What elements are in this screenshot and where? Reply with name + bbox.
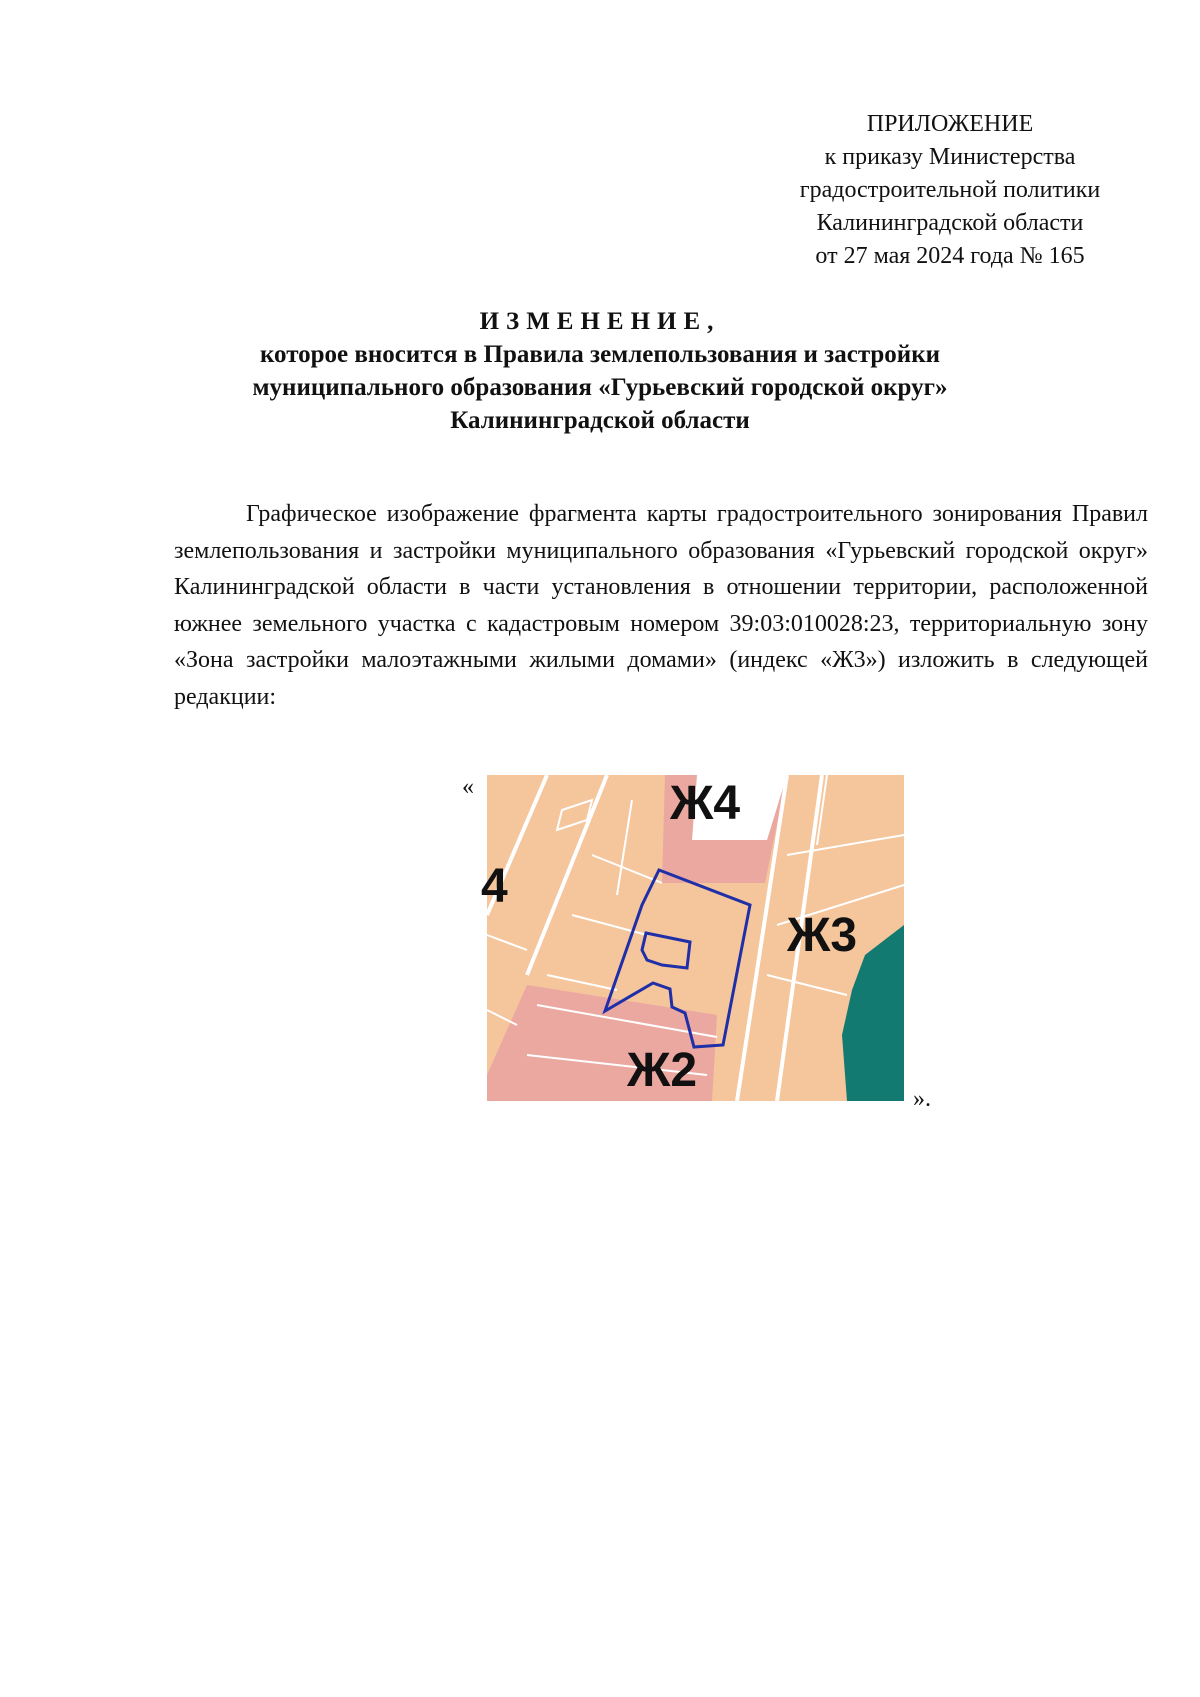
zone-label-zh4: Ж4 (670, 777, 741, 830)
attachment-line: градостроительной политики (799, 177, 1101, 203)
document-title (0, 305, 1200, 437)
attachment-line: к приказу Министерства (824, 144, 1076, 170)
zoning-map (481, 775, 904, 1101)
attachment-line: от 27 мая 2024 года № 165 (815, 243, 1085, 269)
zone-label-partial: 4 (481, 860, 508, 913)
title-line: муниципального образования «Гурьевский городской округ» (252, 374, 948, 401)
body-paragraph: Графическое изображение фрагмента карты градостроительного зонирования Правил землепользования и застройки муниципального образования «Гурьевский городской округ» Калининградской области в части установления в отношении территории, расположенной южнее земельного участка с кадастровым номером 39:03:010028:23, территориальную зону «Зона застройки малоэтажными жилыми домами» (индекс «Ж3») изложить в следующей редакции: (174, 501, 1148, 710)
attachment-line: ПРИЛОЖЕНИЕ (866, 111, 1034, 137)
title-line: которое вносится в Правила землепользования и застройки (259, 341, 941, 368)
zone-label-zh2: Ж2 (627, 1044, 698, 1097)
quote-open: « (462, 774, 474, 800)
map-fragment (462, 775, 942, 1115)
attachment-block (700, 108, 1200, 273)
title-line: Калининградской области (450, 407, 750, 434)
zone-label-zh3: Ж3 (787, 909, 858, 962)
quote-close: ». (913, 1086, 931, 1112)
title-heading: ИЗМЕНЕНИЕ, (479, 308, 721, 335)
attachment-line: Калининградской области (816, 210, 1084, 236)
